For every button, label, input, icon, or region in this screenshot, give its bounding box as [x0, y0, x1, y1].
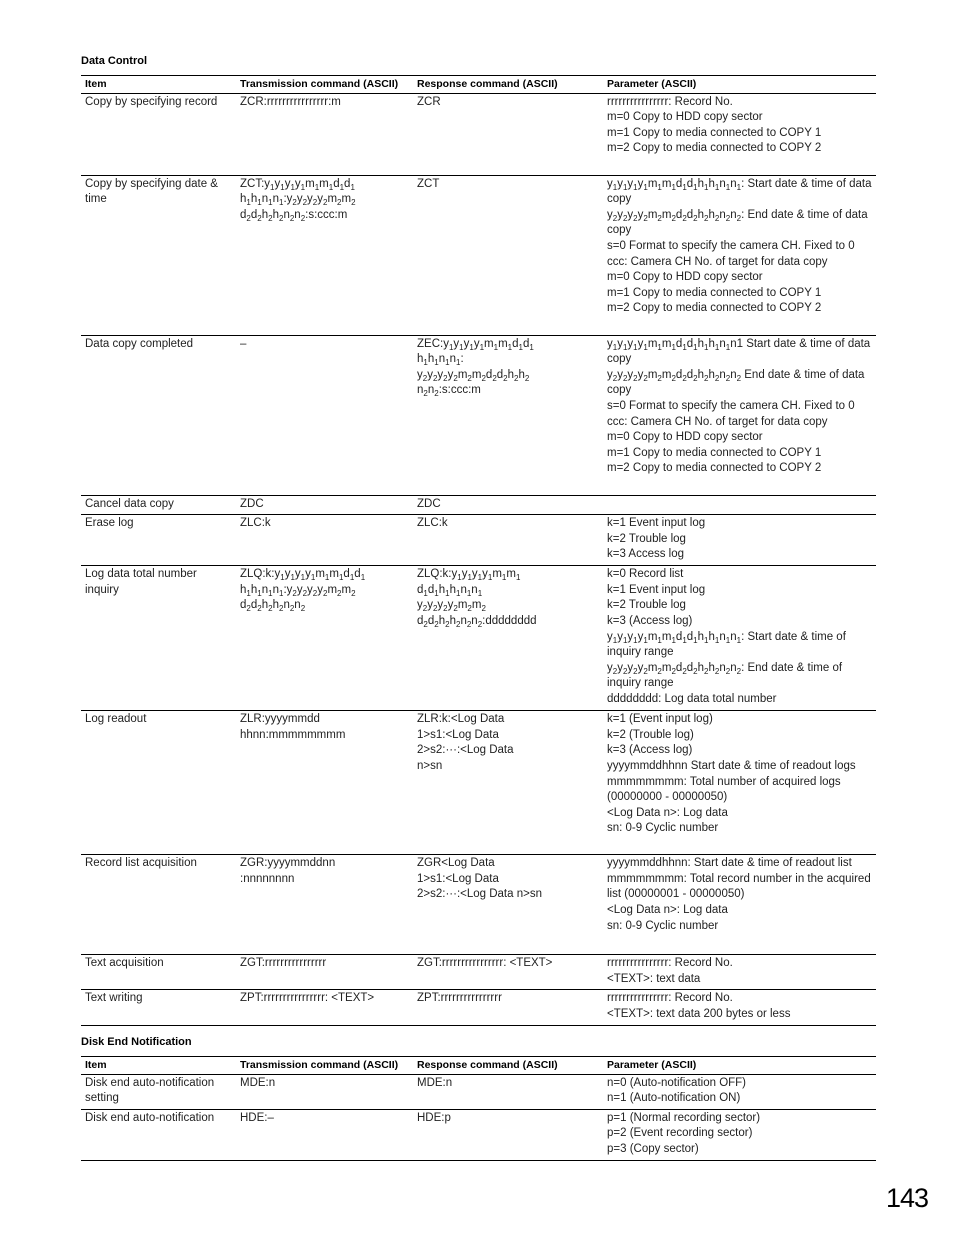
cell-line: n>sn	[417, 759, 443, 772]
page-number: 143	[885, 1183, 928, 1213]
cell-line: ZLR:yyyymmdd	[240, 713, 320, 726]
response-cell	[413, 495, 603, 515]
cell-line: Disk end auto-notification setting	[85, 1076, 218, 1105]
table-row	[81, 990, 876, 1025]
cell-line: <Log Data n>: Log data	[607, 806, 728, 819]
cell-line: $h_1h_1n_1n_1:y_2y_2y_2y_2m_2m_2$	[240, 193, 356, 208]
item-cell	[81, 1074, 236, 1109]
cell-line: Text writing	[85, 992, 143, 1005]
cell-line: hhnn:mmmmmmmm	[240, 728, 346, 741]
cell-line: m=0 Copy to HDD copy sector	[607, 111, 763, 124]
cell-line: $ZEC:y_1y_1y_1y_1m_1m_1d_1d_1$	[417, 337, 534, 352]
cell-line: $y_2y_2y_2y_2m_2m_2$	[417, 599, 486, 614]
cell-line: $ZCT:y_1y_1y_1y_1m_1m_1d_1d_1$	[240, 177, 355, 192]
cell-line: Erase log	[85, 517, 134, 530]
cell-line: 1>s1:<Log Data	[417, 728, 499, 741]
cell-line: ZLC:k	[240, 517, 271, 530]
cell-line: MDE:n	[417, 1076, 453, 1089]
cell-line: $d_2d_2h_2h_2n_2n_2$	[240, 599, 306, 614]
response-cell	[413, 955, 603, 990]
cell-line: 2>s2:···:<Log Data	[417, 744, 514, 757]
cell-line: dddddddd: Log data total number	[607, 692, 777, 705]
cell-line: <TEXT>: text data	[607, 972, 701, 985]
header-response: Response command (ASCII)	[413, 1057, 603, 1075]
item-cell	[81, 990, 236, 1025]
cell-line: $h_1h_1n_1n_1$:	[417, 353, 464, 368]
cell-line: m=1 Copy to media connected to COPY 1	[607, 446, 822, 459]
parameter-cell	[603, 955, 876, 990]
cell-line: sn: 0-9 Cyclic number	[607, 919, 719, 932]
parameter-cell	[603, 1109, 876, 1160]
header-item: Item	[81, 76, 236, 94]
cell-line: ccc: Camera CH No. of target for data copy	[607, 255, 828, 268]
parameter-cell	[603, 335, 876, 495]
parameter-cell	[603, 1074, 876, 1109]
section-title-data-control: Data Control	[81, 55, 147, 67]
parameter-cell	[603, 990, 876, 1025]
table-row	[81, 495, 876, 515]
response-cell	[413, 1109, 603, 1160]
table-row	[81, 855, 876, 955]
transmission-cell	[236, 711, 413, 855]
transmission-cell	[236, 175, 413, 335]
cell-line: ZDC	[240, 497, 264, 510]
response-cell	[413, 1074, 603, 1109]
transmission-cell	[236, 495, 413, 515]
cell-line: $y_1y_1y_1y_1m_1m_1d_1d_1h_1h_1n_1n1$ Start date & time of data copy	[607, 337, 874, 366]
table-row	[81, 1109, 876, 1160]
item-cell	[81, 495, 236, 515]
cell-line: rrrrrrrrrrrrrrrr: Record No.	[607, 95, 733, 108]
transmission-cell	[236, 335, 413, 495]
cell-line: s=0 Format to specify the camera CH. Fixed to 0	[607, 399, 855, 412]
cell-line: $y_2y_2y_2y_2m_2m_2d_2d_2h_2h_2n_2n_2$: End date & time of inquiry range	[607, 661, 846, 690]
cell-line: k=2 Trouble log	[607, 599, 686, 612]
item-cell	[81, 175, 236, 335]
cell-line: k=2 Trouble log	[607, 532, 686, 545]
cell-line: m=1 Copy to media connected to COPY 1	[607, 286, 822, 299]
parameter-cell	[603, 175, 876, 335]
item-cell	[81, 93, 236, 175]
cell-line: Cancel data copy	[85, 497, 174, 510]
cell-line: $y_1y_1y_1y_1m_1m_1d_1d_1h_1h_1n_1n_1$: Start date & time of data copy	[607, 177, 875, 206]
cell-line: Disk end auto-notification	[85, 1111, 215, 1124]
cell-line: 2>s2:···:<Log Data n>sn	[417, 888, 542, 901]
item-cell	[81, 855, 236, 955]
cell-line: mmmmmmmm: Total number of acquired logs (00000000 - 00000050)	[607, 775, 844, 804]
cell-line: yyyymmddhhnn: Start date & time of readout list	[607, 857, 852, 870]
table-row	[81, 711, 876, 855]
cell-line: MDE:n	[240, 1076, 276, 1089]
cell-line: k=2 (Trouble log)	[607, 728, 694, 741]
response-cell	[413, 711, 603, 855]
cell-line: $ZLQ:k:y_1y_1y_1y_1m_1m_1d_1d_1$	[240, 568, 366, 583]
cell-line: 1>s1:<Log Data	[417, 872, 499, 885]
cell-line: p=3 (Copy sector)	[607, 1142, 699, 1155]
cell-line: ZPT:rrrrrrrrrrrrrrrr	[417, 992, 502, 1005]
cell-line: k=1 Event input log	[607, 583, 706, 596]
cell-line: rrrrrrrrrrrrrrrr: Record No.	[607, 992, 733, 1005]
item-cell	[81, 1109, 236, 1160]
parameter-cell	[603, 855, 876, 955]
cell-line: mmmmmmmm: Total record number in the acquired list (00000001 - 00000050)	[607, 872, 874, 901]
cell-line: –	[240, 337, 247, 350]
cell-line: ZGT:rrrrrrrrrrrrrrrr	[240, 957, 327, 970]
disk-end-table	[81, 1056, 876, 1161]
header-parameter: Parameter (ASCII)	[603, 76, 876, 94]
transmission-cell	[236, 955, 413, 990]
cell-line: ZCR	[417, 95, 441, 108]
parameter-cell	[603, 566, 876, 711]
cell-line: n=0 (Auto-notification OFF)	[607, 1076, 747, 1089]
cell-line: $y_1y_1y_1y_1m_1m_1d_1d_1h_1h_1n_1n_1$: Start date & time of inquiry range	[607, 630, 850, 659]
cell-line: ZGR<Log Data	[417, 857, 495, 870]
response-cell	[413, 93, 603, 175]
header-transmission: Transmission command (ASCII)	[236, 1057, 413, 1075]
cell-line: m=0 Copy to HDD copy sector	[607, 271, 763, 284]
item-cell	[81, 515, 236, 566]
item-cell	[81, 335, 236, 495]
table-row	[81, 1074, 876, 1109]
cell-line: ZGT:rrrrrrrrrrrrrrrr: <TEXT>	[417, 957, 553, 970]
parameter-cell	[603, 495, 876, 515]
cell-line: s=0 Format to specify the camera CH. Fixed to 0	[607, 239, 855, 252]
cell-line: ccc: Camera CH No. of target for data copy	[607, 415, 828, 428]
cell-line: ZLC:k	[417, 517, 448, 530]
header-response: Response command (ASCII)	[413, 76, 603, 94]
data-control-table	[81, 75, 876, 1026]
cell-line: p=1 (Normal recording sector)	[607, 1111, 761, 1124]
cell-line: <Log Data n>: Log data	[607, 903, 728, 916]
response-cell	[413, 335, 603, 495]
cell-line: p=2 (Event recording sector)	[607, 1127, 753, 1140]
table-header-row	[81, 1057, 876, 1075]
cell-line: n=1 (Auto-notification ON)	[607, 1092, 741, 1105]
cell-line: k=3 (Access log)	[607, 614, 693, 627]
cell-line: $y_2y_2y_2y_2m_2m_2d_2d_2h_2h_2n_2n_2$ End date & time of data copy	[607, 368, 868, 397]
cell-line: $d_1d_1h_1h_1n_1n_1$	[417, 583, 483, 598]
cell-line: ZCT	[417, 177, 440, 190]
item-cell	[81, 955, 236, 990]
cell-line: $d_2d_2h_2h_2n_2n_2:dddddddd$	[417, 614, 537, 629]
cell-line: $y_2y_2y_2y_2m_2m_2d_2d_2h_2h_2n_2n_2$: End date & time of data copy	[607, 208, 871, 237]
cell-line: ZLR:k:<Log Data	[417, 713, 505, 726]
cell-line: Text acquisition	[85, 957, 164, 970]
response-cell	[413, 855, 603, 955]
response-cell	[413, 175, 603, 335]
cell-line: m=2 Copy to media connected to COPY 2	[607, 462, 822, 475]
table-row	[81, 515, 876, 566]
cell-line: m=2 Copy to media connected to COPY 2	[607, 302, 822, 315]
cell-line: k=1 (Event input log)	[607, 713, 713, 726]
response-cell	[413, 515, 603, 566]
cell-line: $ZLQ:k:y_1y_1y_1y_1m_1m_1$	[417, 568, 521, 583]
header-transmission: Transmission command (ASCII)	[236, 76, 413, 94]
parameter-cell	[603, 711, 876, 855]
cell-line: m=1 Copy to media connected to COPY 1	[607, 126, 822, 139]
item-cell	[81, 566, 236, 711]
transmission-cell	[236, 566, 413, 711]
cell-line: $n_2n_2:s:ccc:m$	[417, 384, 481, 399]
cell-line: HDE:p	[417, 1111, 451, 1124]
cell-line: sn: 0-9 Cyclic number	[607, 822, 719, 835]
cell-line: yyyymmddhhnn Start date & time of readout logs	[607, 759, 856, 772]
table-row	[81, 566, 876, 711]
cell-line: ZDC	[417, 497, 441, 510]
cell-line: Record list acquisition	[85, 857, 197, 870]
response-cell	[413, 566, 603, 711]
cell-line: <TEXT>: text data 200 bytes or less	[607, 1007, 791, 1020]
cell-line: $y_2y_2y_2y_2m_2m_2d_2d_2h_2h_2$	[417, 368, 530, 383]
cell-line: ZPT:rrrrrrrrrrrrrrrr: <TEXT>	[240, 992, 375, 1005]
table-header-row	[81, 76, 876, 94]
transmission-cell	[236, 855, 413, 955]
transmission-cell	[236, 1074, 413, 1109]
cell-line: Data copy completed	[85, 337, 194, 350]
table-row	[81, 175, 876, 335]
header-parameter: Parameter (ASCII)	[603, 1057, 876, 1075]
response-cell	[413, 990, 603, 1025]
cell-line: :nnnnnnnn	[240, 872, 295, 885]
parameter-cell	[603, 515, 876, 566]
cell-line: Log data total number inquiry	[85, 568, 201, 596]
transmission-cell	[236, 93, 413, 175]
header-item: Item	[81, 1057, 236, 1075]
cell-line: Copy by specifying record	[85, 95, 218, 108]
cell-line: k=3 Access log	[607, 548, 685, 561]
cell-line: m=2 Copy to media connected to COPY 2	[607, 142, 822, 155]
cell-line: m=0 Copy to HDD copy sector	[607, 431, 763, 444]
cell-line: k=3 (Access log)	[607, 744, 693, 757]
cell-line: k=0 Record list	[607, 568, 684, 581]
table-row	[81, 335, 876, 495]
cell-line: ZCR:rrrrrrrrrrrrrrrr:m	[240, 95, 341, 108]
transmission-cell	[236, 1109, 413, 1160]
transmission-cell	[236, 515, 413, 566]
item-cell	[81, 711, 236, 855]
cell-line: rrrrrrrrrrrrrrrr: Record No.	[607, 957, 733, 970]
table-row	[81, 93, 876, 175]
cell-line: $d_2d_2h_2h_2n_2n_2:s:ccc:m$	[240, 208, 348, 223]
cell-line: $h_1h_1n_1n_1:y_2y_2y_2y_2m_2m_2$	[240, 583, 356, 598]
cell-line: Log readout	[85, 713, 147, 726]
transmission-cell	[236, 990, 413, 1025]
section-title-disk-end: Disk End Notification	[81, 1036, 192, 1048]
cell-line: HDE:–	[240, 1111, 274, 1124]
cell-line: k=1 Event input log	[607, 517, 706, 530]
cell-line: Copy by specifying date & time	[85, 177, 222, 206]
cell-line: ZGR:yyyymmddnn	[240, 857, 336, 870]
table-row	[81, 955, 876, 990]
parameter-cell	[603, 93, 876, 175]
